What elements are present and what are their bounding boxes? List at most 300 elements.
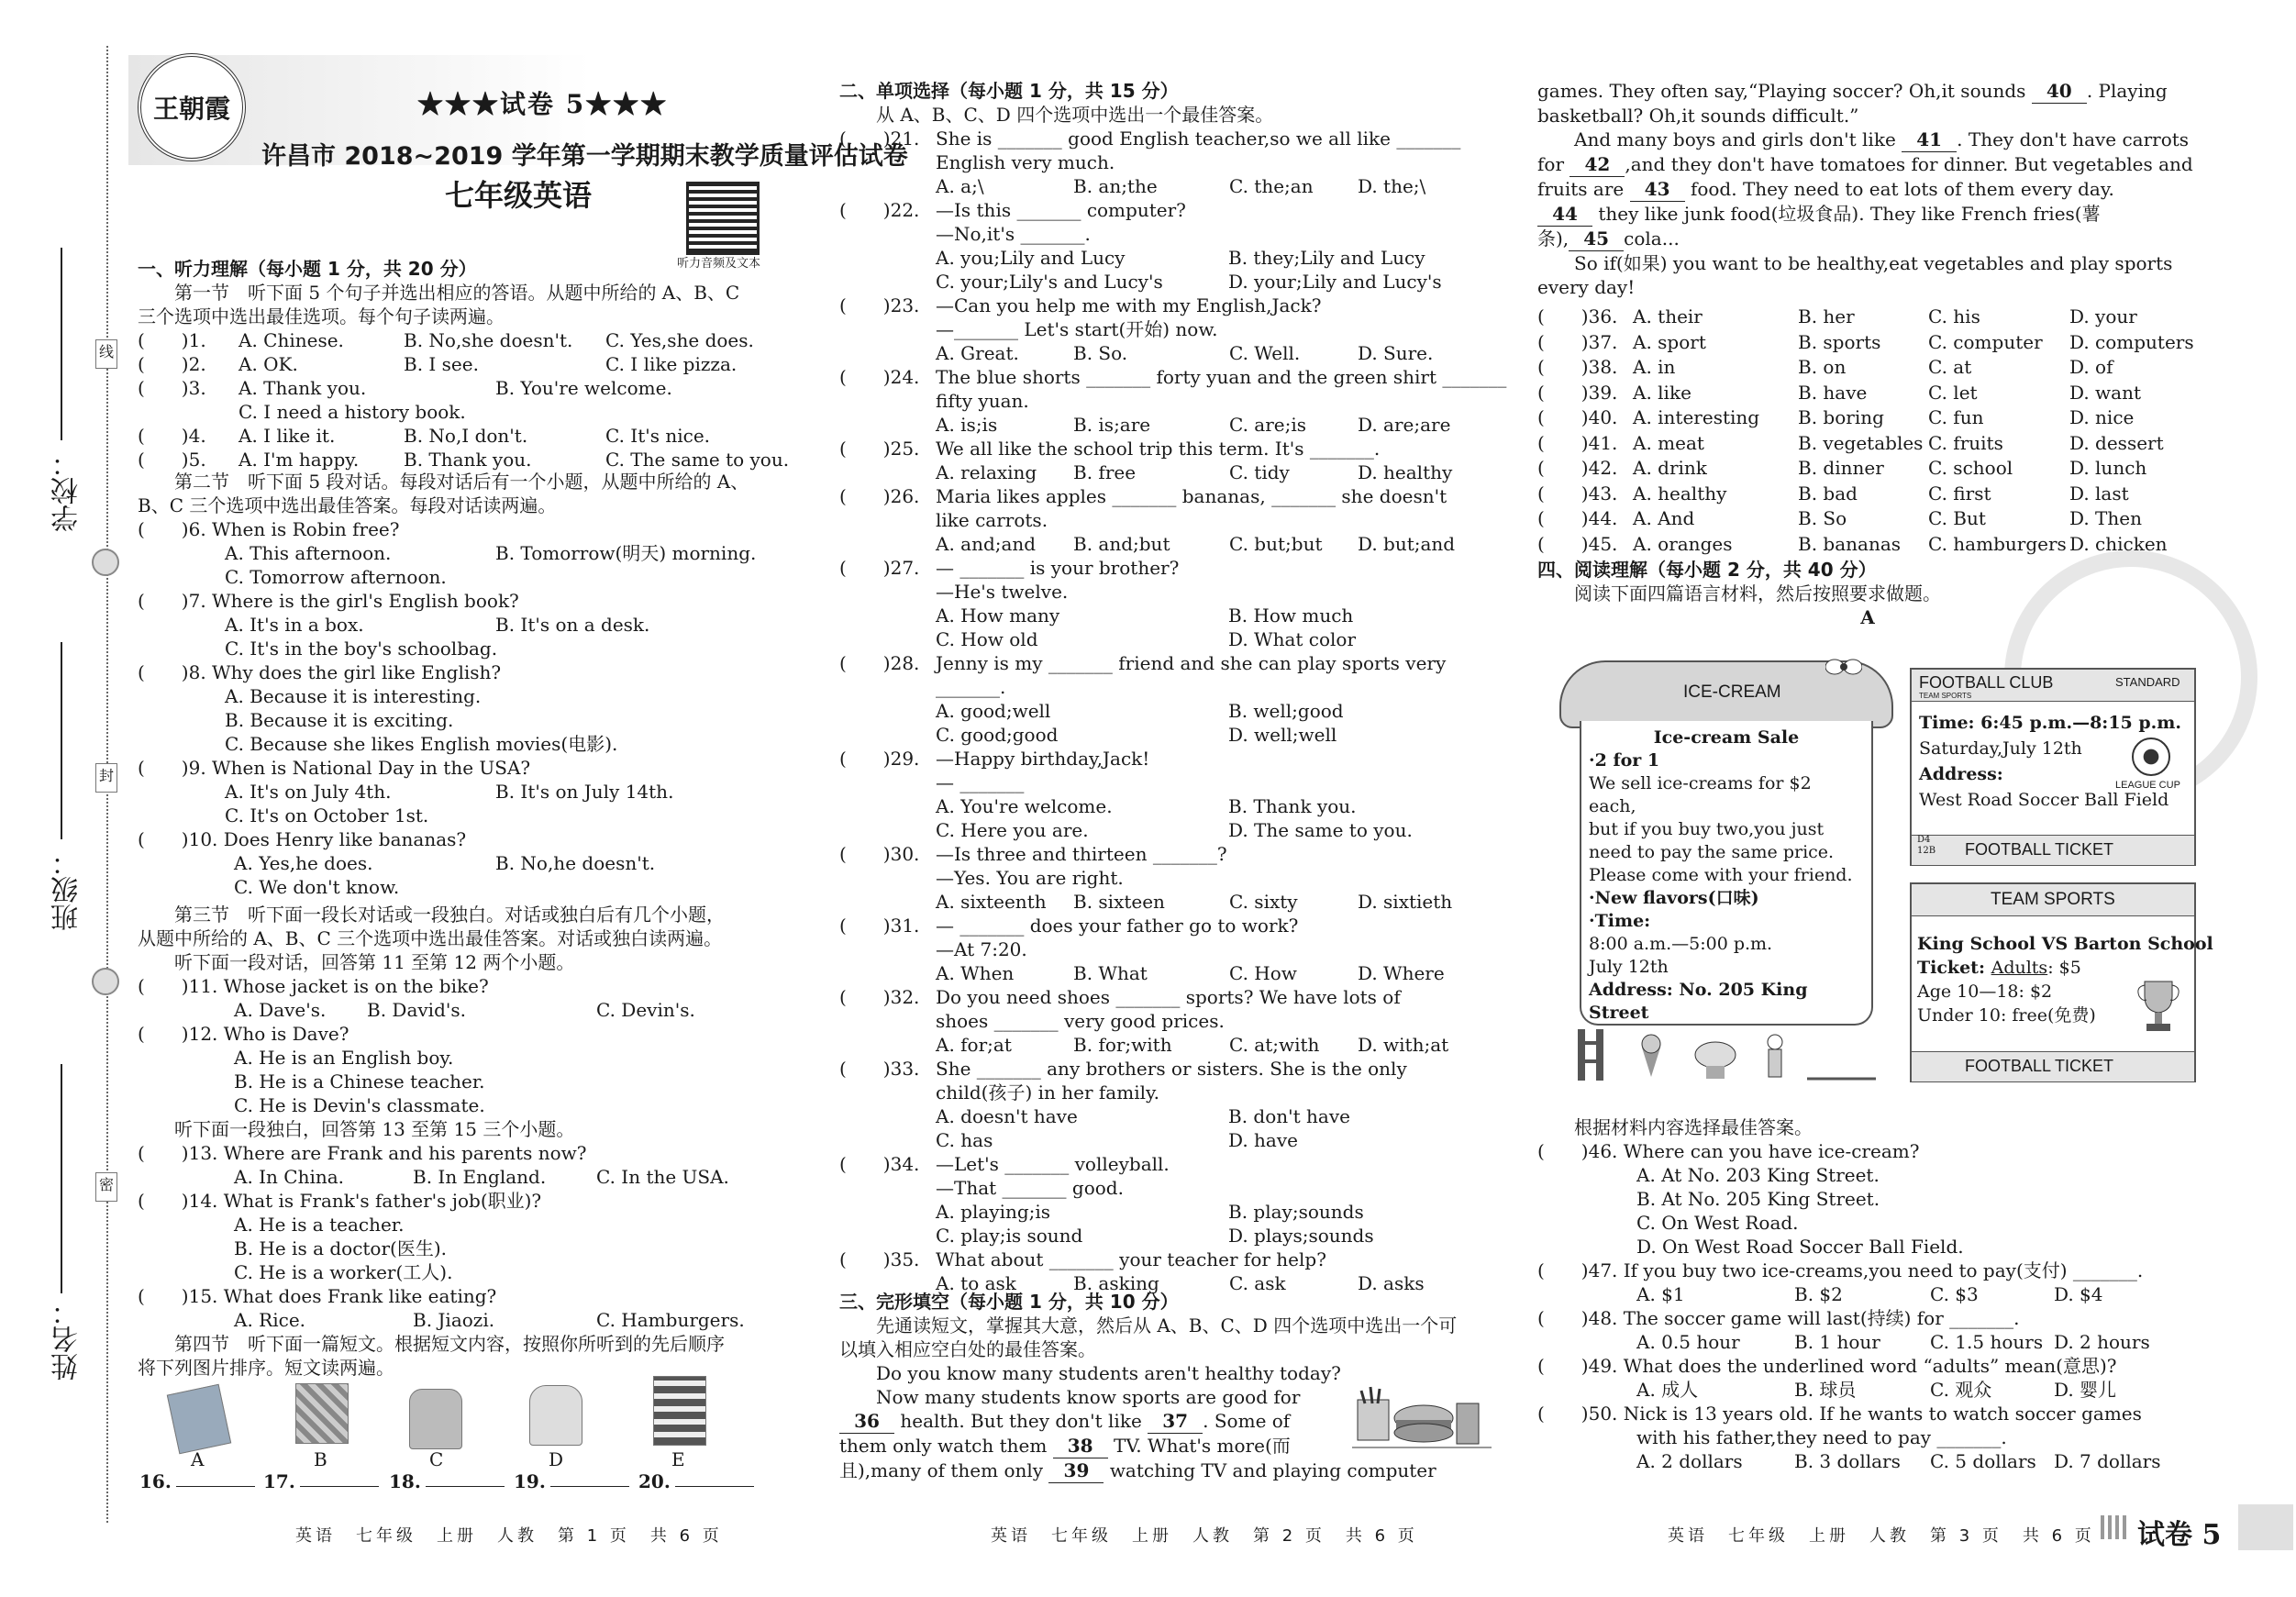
q29-option-d[interactable]: D. The same to you.: [1228, 819, 1413, 841]
cloze-option-d[interactable]: D. lunch: [2069, 457, 2147, 479]
q24-option-c[interactable]: C. are;is: [1229, 414, 1307, 436]
cloze-option-d[interactable]: D. dessert: [2069, 431, 2164, 454]
q7-option-a[interactable]: A. It's in a box.: [225, 614, 364, 636]
q8-option-b[interactable]: B. Because it is exciting.: [225, 709, 454, 731]
q29-option-c[interactable]: C. Here you are.: [936, 819, 1089, 841]
question-4: [138, 424, 807, 448]
picture-tshirt: [409, 1389, 462, 1449]
pic-label-c: C: [429, 1448, 444, 1470]
binding-mark-sealed: 密: [95, 1172, 117, 1202]
cloze-option-c[interactable]: C. hamburgers: [1928, 532, 2067, 555]
ice-cream-line: ·New flavors(口味): [1589, 888, 1759, 908]
q48-option-b[interactable]: B. 1 hour: [1794, 1331, 1880, 1353]
q21-option-c[interactable]: C. the;an: [1229, 175, 1314, 197]
q4-option-c[interactable]: C. It's nice.: [605, 425, 711, 447]
binding-mark-line: 线: [95, 339, 117, 369]
q47-option-c[interactable]: C. $3: [1930, 1283, 1979, 1305]
q31-option-c[interactable]: C. How: [1229, 962, 1297, 984]
q27-option-c[interactable]: C. How old: [936, 628, 1038, 650]
cloze-blank-44[interactable]: 44: [1537, 202, 1592, 227]
cloze-blank-40[interactable]: 40: [2032, 79, 2087, 104]
q33-option-b[interactable]: B. don't have: [1228, 1105, 1350, 1127]
ticket1-footer-text: FOOTBALL TICKET: [1965, 840, 2114, 859]
q12-option-b[interactable]: B. He is a Chinese teacher.: [234, 1070, 485, 1092]
cloze-text: 且),many of them only: [839, 1459, 1044, 1481]
section3-title: 三、完形填空（每小题 1 分，共 10 分）: [839, 1291, 1179, 1313]
q24-option-b[interactable]: B. is;are: [1073, 414, 1151, 436]
ticket2-adults-word: Adults: [1991, 958, 2048, 978]
q48-option-a[interactable]: A. 0.5 hour: [1636, 1331, 1740, 1353]
cloze-text: 条),: [1537, 227, 1569, 250]
qr-code[interactable]: [686, 182, 760, 255]
cloze-blank-42[interactable]: 42: [1569, 152, 1625, 177]
q27-option-d[interactable]: D. What color: [1228, 628, 1357, 650]
cloze-option-d[interactable]: D. nice: [2069, 406, 2135, 428]
q9-option-c[interactable]: C. It's on October 1st.: [225, 804, 429, 826]
section1-title: 一、听力理解（每小题 1 分，共 20 分）: [138, 258, 477, 280]
q23-number: ( )23.: [839, 294, 920, 316]
q25-option-d[interactable]: D. healthy: [1358, 461, 1453, 483]
cloze-option-c[interactable]: C. school: [1928, 457, 2013, 479]
q23-option-d[interactable]: D. Sure.: [1358, 342, 1434, 364]
q24-option-d[interactable]: D. are;are: [1358, 414, 1451, 436]
trophy-icon: [2135, 976, 2181, 1035]
cloze-option-b[interactable]: B. boring: [1798, 406, 1884, 428]
cloze-option-d[interactable]: D. Then: [2069, 507, 2142, 529]
page3-footer: 英语 七年级 上册 人教 第 3 页 共 6 页: [1668, 1526, 2095, 1546]
q47-option-a[interactable]: A. $1: [1636, 1283, 1685, 1305]
q50-option-a[interactable]: A. 2 dollars: [1636, 1450, 1743, 1472]
q23-stem-2: —_______ Let's start(开始) now.: [936, 318, 1218, 340]
q26-option-a[interactable]: A. and;and: [936, 533, 1037, 555]
cloze-option-a[interactable]: A. in: [1633, 356, 1676, 378]
cloze-blank-41[interactable]: 41: [1902, 128, 1957, 152]
cloze-blank-36[interactable]: 36: [839, 1409, 894, 1434]
cloze-option-c[interactable]: C. But: [1928, 507, 1986, 529]
cloze-option-a[interactable]: A. meat: [1633, 431, 1704, 454]
cloze-option-c[interactable]: C. his: [1928, 305, 1980, 327]
cloze-text: . They don't have carrots: [1957, 128, 2190, 150]
q9-stem: ( )9. When is National Day in the USA?: [138, 757, 531, 779]
q28-option-a[interactable]: A. good;well: [936, 700, 1051, 722]
q23-option-b[interactable]: B. So.: [1073, 342, 1128, 364]
q22-option-a[interactable]: A. you;Lily and Lucy: [936, 247, 1126, 269]
q27-number: ( )27.: [839, 557, 920, 579]
q23-option-a[interactable]: A. Great.: [936, 342, 1019, 364]
cloze-text: TV. What's more(而: [1114, 1435, 1291, 1457]
ticket1-subtitle: TEAM SPORTS: [1919, 692, 1972, 700]
q5-option-b[interactable]: B. Thank you.: [404, 449, 532, 471]
q26-stem-2: like carrots.: [936, 509, 1048, 531]
cloze-option-c[interactable]: C. fun: [1928, 406, 1984, 428]
passage-label: A: [1860, 606, 1875, 628]
q50-stem: ( )50. Nick is 13 years old. If he wants to watch soccer games: [1537, 1403, 2142, 1425]
q21-number: ( )21.: [839, 128, 920, 150]
cloze-option-number: ( )45.: [1537, 532, 1618, 555]
q50-option-c[interactable]: C. 5 dollars: [1930, 1450, 2036, 1472]
q22-stem-2: —No,it's _______.: [936, 223, 1091, 245]
ticket1-code-1: D4: [1917, 835, 1931, 845]
q11-option-a[interactable]: A. Dave's.: [234, 999, 327, 1021]
q26-option-c[interactable]: C. but;but: [1229, 533, 1323, 555]
ice-cream-line: but if you buy two,you just: [1589, 819, 1825, 839]
cloze-option-b[interactable]: B. So: [1798, 507, 1847, 529]
cloze-blank-45[interactable]: 45: [1569, 227, 1624, 251]
q10-option-c[interactable]: C. We don't know.: [234, 876, 400, 898]
cloze-option-b[interactable]: B. on: [1798, 356, 1847, 378]
q47-option-d[interactable]: D. $4: [2054, 1283, 2103, 1305]
q10-stem: ( )10. Does Henry like bananas?: [138, 828, 467, 850]
subject-title: 七年级英语: [445, 178, 593, 213]
section2-title: 二、单项选择（每小题 1 分，共 15 分）: [839, 80, 1179, 102]
cloze-option-d[interactable]: D. your: [2069, 305, 2137, 327]
question-5: [138, 448, 807, 471]
q1-number: ( )1.: [138, 329, 206, 351]
cloze-option-b[interactable]: B. dinner: [1798, 457, 1884, 479]
cloze-option-c[interactable]: C. first: [1928, 482, 1991, 505]
q21-option-a[interactable]: A. a;\: [936, 175, 984, 197]
q7-option-c[interactable]: C. It's in the boy's schoolbag.: [225, 638, 498, 660]
cloze-option-a[interactable]: A. And: [1633, 507, 1695, 529]
cloze-option-a[interactable]: A. their: [1633, 305, 1703, 327]
q8-stem: ( )8. Why does the girl like English?: [138, 661, 502, 683]
school-field[interactable]: [61, 248, 62, 440]
q22-stem: —Is this _______ computer?: [936, 199, 1186, 221]
q50-stem-2: with his father,they need to pay _______.: [1636, 1426, 2007, 1448]
cloze-option-d[interactable]: D. computers: [2069, 330, 2194, 353]
q30-stem: —Is three and thirteen _______?: [936, 843, 1227, 865]
q30-option-c[interactable]: C. sixty: [1229, 891, 1298, 913]
blank-17-label: 17.: [263, 1470, 295, 1492]
q35-option-b[interactable]: B. asking: [1073, 1272, 1159, 1294]
cloze-blank-38[interactable]: 38: [1053, 1434, 1108, 1458]
ticket1-title: FOOTBALL CLUB: [1919, 673, 2054, 692]
part4-instr: 第四节 听下面一篇短文。根据短文内容，按照你所听到的先后顺序: [174, 1333, 725, 1355]
part3-instr-block: [138, 903, 816, 974]
q4-option-b[interactable]: B. No,I don't.: [404, 425, 528, 447]
q1-option-c[interactable]: C. Yes,she does.: [605, 329, 754, 351]
q46-option-d[interactable]: D. On West Road Soccer Ball Field.: [1636, 1236, 1964, 1258]
q2-option-b[interactable]: B. I see.: [404, 353, 479, 375]
ice-cream-address: Address: No. 205 King Street: [1589, 980, 1808, 1023]
q25-option-c[interactable]: C. tidy: [1229, 461, 1290, 483]
pic-label-a: A: [191, 1448, 205, 1470]
q5-number: ( )5.: [138, 449, 206, 471]
ice-cream-tag: ICE-CREAM: [1683, 682, 1781, 702]
q2-option-a[interactable]: A. OK.: [238, 353, 298, 375]
q25-option-b[interactable]: B. free: [1073, 461, 1137, 483]
q22-option-d[interactable]: D. your;Lily and Lucy's: [1228, 271, 1442, 293]
q47-option-b[interactable]: B. $2: [1794, 1283, 1843, 1305]
q15-option-a[interactable]: A. Rice.: [234, 1309, 306, 1331]
ice-cream-line: need to pay the same price.: [1589, 842, 1835, 862]
cloze-blank-43[interactable]: 43: [1630, 177, 1685, 202]
section2-questions: [839, 127, 1507, 1295]
cloze-text: every day!: [1537, 276, 1636, 298]
q5-option-c[interactable]: C. The same to you.: [605, 449, 790, 471]
binding-mark-seal: 封: [95, 763, 117, 793]
cloze-text: fruits are: [1537, 178, 1625, 200]
q30-option-b[interactable]: B. sixteen: [1073, 891, 1165, 913]
cloze-option-number: ( )42.: [1537, 457, 1618, 479]
part2-instr-block: [138, 470, 807, 517]
q48-option-d[interactable]: D. 2 hours: [2054, 1331, 2150, 1353]
blank-18[interactable]: [426, 1469, 505, 1487]
cloze-option-a[interactable]: A. drink: [1633, 457, 1707, 479]
q46-option-a[interactable]: A. At No. 203 King Street.: [1636, 1164, 1880, 1186]
cloze-option-c[interactable]: C. fruits: [1928, 431, 2003, 454]
cloze-blank-37[interactable]: 37: [1148, 1409, 1203, 1434]
q6-option-a[interactable]: A. This afternoon.: [225, 542, 392, 564]
q10-option-a[interactable]: A. Yes,he does.: [234, 852, 373, 874]
blank-17[interactable]: [300, 1469, 379, 1487]
q13-option-c[interactable]: C. In the USA.: [596, 1166, 729, 1188]
q50-option-b[interactable]: B. 3 dollars: [1794, 1450, 1901, 1472]
cloze-option-b[interactable]: B. have: [1798, 381, 1868, 404]
q7-option-b[interactable]: B. It's on a desk.: [495, 614, 650, 636]
q13-option-b[interactable]: B. In England.: [413, 1166, 547, 1188]
blank-16[interactable]: [176, 1469, 255, 1487]
q50-option-d[interactable]: D. 7 dollars: [2054, 1450, 2161, 1472]
cloze-option-b[interactable]: B. vegetables: [1798, 431, 1924, 454]
q31-number: ( )31.: [839, 915, 920, 937]
q48-option-c[interactable]: C. 1.5 hours: [1930, 1331, 2044, 1353]
cloze-option-number: ( )37.: [1537, 330, 1618, 353]
q34-option-c[interactable]: C. play;is sound: [936, 1225, 1083, 1247]
q33-option-d[interactable]: D. have: [1228, 1129, 1298, 1151]
q11-option-c[interactable]: C. Devin's.: [596, 999, 695, 1021]
blank-19-label: 19.: [514, 1470, 546, 1492]
page1-listening: [138, 257, 798, 328]
q12-stem: ( )12. Who is Dave?: [138, 1023, 349, 1045]
q49-stem: ( )49. What does the underlined word “adults” mean(意思)?: [1537, 1355, 2117, 1377]
picture-magazine: [295, 1383, 349, 1444]
q14-option-c[interactable]: C. He is a worker(工人).: [234, 1261, 453, 1283]
corner-paper-number: 试卷 5: [2137, 1519, 2222, 1551]
cloze-option-b[interactable]: B. bananas: [1798, 532, 1902, 555]
ice-cream-sign: [1559, 660, 1890, 1092]
part2-instr2: B、C 三个选项中选出最佳答案。每段对话读两遍。: [138, 494, 557, 516]
cloze-option-a[interactable]: A. interesting: [1633, 406, 1760, 428]
cloze-text: for: [1537, 153, 1565, 175]
cloze-option-a[interactable]: A. sport: [1633, 330, 1706, 353]
blank-16-label: 16.: [139, 1470, 172, 1492]
q24-stem-2: fifty yuan.: [936, 390, 1029, 412]
q31-stem-2: —At 7:20.: [936, 938, 1027, 960]
cloze-option-c[interactable]: C. computer: [1928, 330, 2043, 353]
q15-option-b[interactable]: B. Jiaozi.: [413, 1309, 495, 1331]
q49-option-a[interactable]: A. 成人: [1636, 1379, 1699, 1401]
junk-food-illustration: [1348, 1383, 1495, 1455]
q15-stem: ( )15. What does Frank like eating?: [138, 1285, 497, 1307]
q32-option-a[interactable]: A. for;at: [936, 1034, 1012, 1056]
q22-option-c[interactable]: C. your;Lily's and Lucy's: [936, 271, 1163, 293]
cloze-text: So if(如果) you want to be healthy,eat vegetables and play sports: [1574, 252, 2173, 274]
pic-label-d: D: [549, 1448, 564, 1470]
cloze-option-d[interactable]: D. last: [2069, 482, 2129, 505]
q49-option-c[interactable]: C. 观众: [1930, 1379, 1992, 1401]
blank-19[interactable]: [550, 1469, 629, 1487]
cloze-option-a[interactable]: A. oranges: [1633, 532, 1733, 555]
q30-option-a[interactable]: A. sixteenth: [936, 891, 1047, 913]
q5-option-a[interactable]: A. I'm happy.: [238, 449, 360, 471]
cloze-option-b[interactable]: B. her: [1798, 305, 1855, 327]
cloze-text: games. They often say,“Playing soccer? Oh,it sounds: [1537, 80, 2026, 102]
q49-option-d[interactable]: D. 婴儿: [2054, 1379, 2117, 1401]
section4-instr: 阅读下面四篇语言材料，然后按照要求做题。: [1574, 582, 1941, 604]
cloze-blank-39[interactable]: 39: [1048, 1458, 1104, 1483]
cloze-option-d[interactable]: D. want: [2069, 381, 2141, 404]
q9-option-a[interactable]: A. It's on July 4th.: [225, 781, 392, 803]
q29-option-b[interactable]: B. Thank you.: [1228, 795, 1357, 817]
q8-option-a[interactable]: A. Because it is interesting.: [225, 685, 482, 707]
q10-option-b[interactable]: B. No,he doesn't.: [495, 852, 656, 874]
cloze-text: . Some of: [1203, 1410, 1291, 1432]
q35-option-d[interactable]: D. asks: [1358, 1272, 1425, 1294]
q28-option-b[interactable]: B. well;good: [1228, 700, 1344, 722]
cloze-option-number: ( )39.: [1537, 381, 1618, 404]
ticket2-child-price: Under 10: free(免费): [1917, 1005, 2096, 1026]
ice-cream-line: ·Time:: [1589, 911, 1651, 931]
q25-option-a[interactable]: A. relaxing: [936, 461, 1037, 483]
q34-option-d[interactable]: D. plays;sounds: [1228, 1225, 1374, 1247]
q49-option-b[interactable]: B. 球员: [1794, 1379, 1857, 1401]
q21-option-b[interactable]: B. an;the: [1073, 175, 1158, 197]
q14-option-a[interactable]: A. He is a teacher.: [234, 1214, 405, 1236]
q34-stem-2: —That _______ good.: [936, 1177, 1124, 1199]
q3-option-a[interactable]: A. Thank you.: [238, 377, 367, 399]
q25-stem: We all like the school trip this term. It's _______.: [936, 438, 1381, 460]
ticket2-adult-price: : $5: [2047, 958, 2081, 978]
football-ticket-2: [1910, 882, 2213, 1082]
q2-option-c[interactable]: C. I like pizza.: [605, 353, 738, 375]
q14-stem: ( )14. What is Frank's father's job(职业)?: [138, 1190, 542, 1212]
q1-option-b[interactable]: B. No,she doesn't.: [404, 329, 573, 351]
cloze-option-number: ( )41.: [1537, 431, 1618, 454]
q22-option-b[interactable]: B. they;Lily and Lucy: [1228, 247, 1425, 269]
cloze-option-number: ( )38.: [1537, 356, 1618, 378]
q24-number: ( )24.: [839, 366, 920, 388]
q33-option-c[interactable]: C. has: [936, 1129, 993, 1151]
q27-option-b[interactable]: B. How much: [1228, 604, 1354, 627]
q12-option-c[interactable]: C. He is Devin's classmate.: [234, 1094, 485, 1116]
q28-stem-2: _______.: [936, 676, 1006, 698]
q46-stem: ( )46. Where can you have ice-cream?: [1537, 1140, 1920, 1162]
ticket1-code-2: 12B: [1917, 846, 1936, 856]
paper-number: ★★★试卷 5★★★: [417, 89, 669, 119]
q23-option-c[interactable]: C. Well.: [1229, 342, 1301, 364]
blank-20[interactable]: [675, 1469, 754, 1487]
q4-number: ( )4.: [138, 425, 206, 447]
page1-footer: 英语 七年级 上册 人教 第 1 页 共 6 页: [295, 1526, 723, 1546]
q34-option-b[interactable]: B. play;sounds: [1228, 1201, 1364, 1223]
q4-option-a[interactable]: A. I like it.: [238, 425, 336, 447]
q8-option-c[interactable]: C. Because she likes English movies(电影).: [225, 733, 618, 755]
cloze-option-d[interactable]: D. of: [2069, 356, 2113, 378]
q21-stem: She is _______ good English teacher,so we all like _______: [936, 128, 1461, 150]
question-1: [138, 328, 807, 352]
q13-option-a[interactable]: A. In China.: [234, 1166, 345, 1188]
cloze-option-a[interactable]: A. like: [1633, 381, 1691, 404]
cloze-option-d[interactable]: D. chicken: [2069, 532, 2168, 555]
q24-option-a[interactable]: A. is;is: [936, 414, 998, 436]
q33-option-a[interactable]: A. doesn't have: [936, 1105, 1078, 1127]
q26-option-d[interactable]: D. but;and: [1358, 533, 1456, 555]
q46-option-b[interactable]: B. At No. 205 King Street.: [1636, 1188, 1880, 1210]
q6-option-b[interactable]: B. Tomorrow(明天) morning.: [495, 542, 757, 564]
cloze-text: ,and they don't have tomatoes for dinner. But vegetables and: [1625, 153, 2193, 175]
q32-number: ( )32.: [839, 986, 920, 1008]
q1-option-a[interactable]: A. Chinese.: [238, 329, 344, 351]
ticket1-address: West Road Soccer Ball Field: [1919, 790, 2169, 810]
class-field[interactable]: [61, 642, 62, 839]
ticket1-date: Saturday,July 12th: [1919, 738, 2082, 759]
q28-option-d[interactable]: D. well;well: [1228, 724, 1337, 746]
cloze-text: health. But they don't like: [900, 1410, 1142, 1432]
cloze-option-b[interactable]: B. bad: [1798, 482, 1858, 505]
cloze-option-a[interactable]: A. healthy: [1633, 482, 1727, 505]
ice-cream-sign-text: [1589, 726, 1864, 1025]
q6-option-c[interactable]: C. Tomorrow afternoon.: [225, 566, 447, 588]
q7-stem: ( )7. Where is the girl's English book?: [138, 590, 519, 612]
q28-option-c[interactable]: C. good;good: [936, 724, 1059, 746]
q12-option-a[interactable]: A. He is an English boy.: [234, 1047, 454, 1069]
q32-option-b[interactable]: B. for;with: [1073, 1034, 1172, 1056]
picture-sweater: [529, 1385, 582, 1446]
name-field[interactable]: [61, 1064, 62, 1293]
q31-option-b[interactable]: B. What: [1073, 962, 1148, 984]
q11-option-b[interactable]: B. David's.: [367, 999, 466, 1021]
q31-stem: — _______ does your father go to work?: [936, 915, 1299, 937]
q30-number: ( )30.: [839, 843, 920, 865]
q32-option-c[interactable]: C. at;with: [1229, 1034, 1320, 1056]
q35-option-a[interactable]: A. to ask: [936, 1272, 1016, 1294]
q32-option-d[interactable]: D. with;at: [1358, 1034, 1449, 1056]
q13-stem: ( )13. Where are Frank and his parents now?: [138, 1142, 587, 1164]
q35-stem: What about _______ your teacher for help?: [936, 1248, 1326, 1270]
question-3: [138, 376, 807, 400]
school-label: 学校：: [51, 449, 83, 532]
cloze-option-number: ( )44.: [1537, 507, 1618, 529]
cloze-option-c[interactable]: C. let: [1928, 381, 1978, 404]
q29-option-a[interactable]: A. You're welcome.: [936, 795, 1113, 817]
q35-option-c[interactable]: C. ask: [1229, 1272, 1286, 1294]
section3-instr2: 以填入相应空白处的最佳答案。: [839, 1338, 1096, 1360]
blank-20-label: 20.: [638, 1470, 671, 1492]
q33-number: ( )33.: [839, 1058, 920, 1080]
ticket2-youth-price: Age 10—18: $2: [1917, 981, 2053, 1002]
q21-option-d[interactable]: D. the;\: [1358, 175, 1426, 197]
q26-option-b[interactable]: B. and;but: [1073, 533, 1170, 555]
cloze-option-c[interactable]: C. at: [1928, 356, 1972, 378]
q30-option-d[interactable]: D. sixtieth: [1358, 891, 1453, 913]
cloze-option-b[interactable]: B. sports: [1798, 330, 1881, 353]
q14-option-b[interactable]: B. He is a doctor(医生).: [234, 1237, 447, 1259]
q3-option-b[interactable]: B. You're welcome.: [495, 377, 672, 399]
part1-questions: [138, 328, 807, 471]
q3-option-c[interactable]: C. I need a history book.: [238, 401, 466, 423]
q31-option-d[interactable]: D. Where: [1358, 962, 1445, 984]
q46-option-c[interactable]: C. On West Road.: [1636, 1212, 1799, 1234]
q31-option-a[interactable]: A. When: [936, 962, 1015, 984]
q34-option-a[interactable]: A. playing;is: [936, 1201, 1051, 1223]
cloze-continued: [1537, 79, 2198, 299]
q27-option-a[interactable]: A. How many: [936, 604, 1060, 627]
cloze-line-2: Now many students know sports are good for: [876, 1386, 1301, 1408]
q9-option-b[interactable]: B. It's on July 14th.: [495, 781, 674, 803]
part3-instr3: 听下面一段对话，回答第 11 至第 12 两个小题。: [174, 951, 575, 973]
q15-option-c[interactable]: C. Hamburgers.: [596, 1309, 745, 1331]
